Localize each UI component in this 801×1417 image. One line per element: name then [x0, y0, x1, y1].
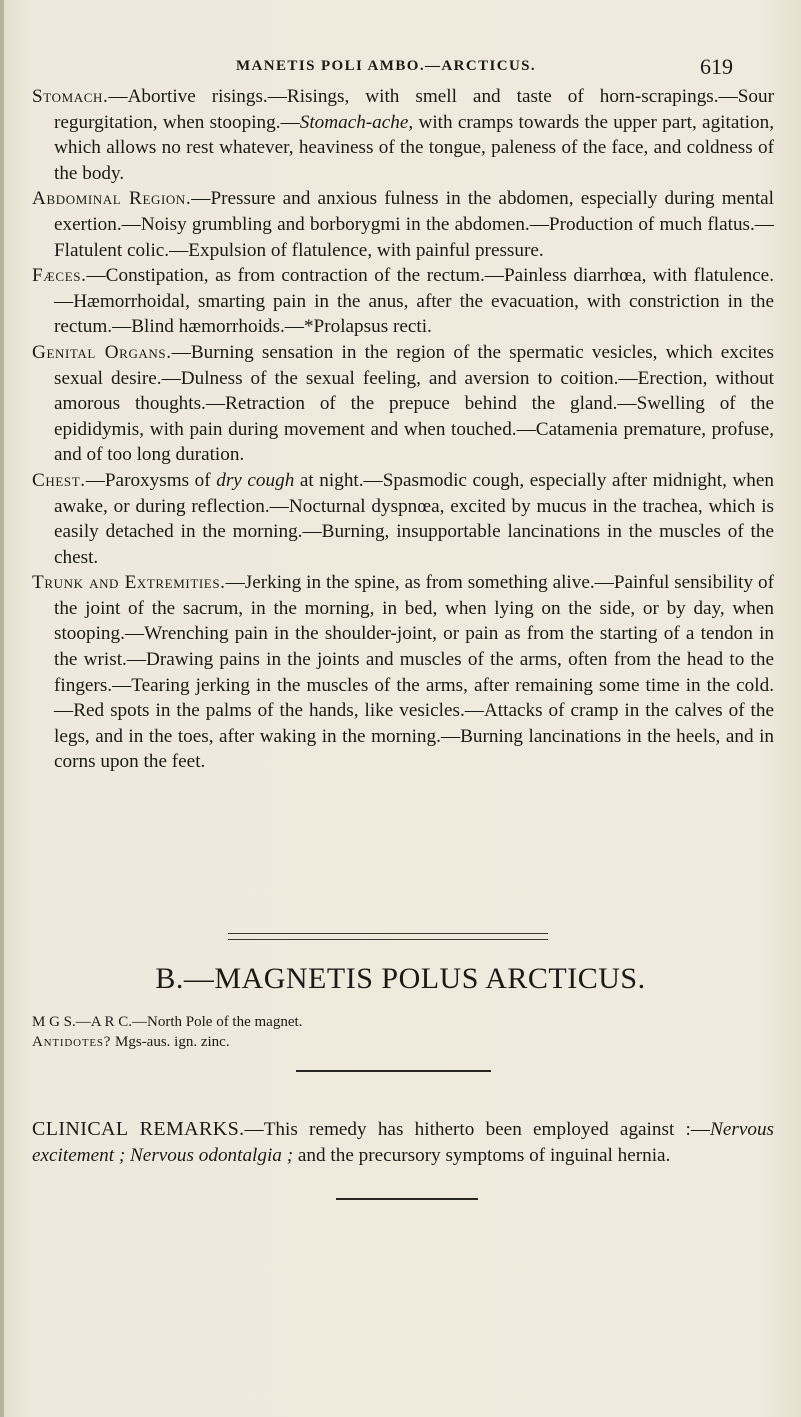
- abbreviation-line: M G S.—A R C.—North Pole of the magnet.: [32, 1014, 303, 1030]
- entry-heading: Genital Organs.: [32, 341, 172, 363]
- short-rule: [296, 1070, 491, 1072]
- entry-italic: dry cough: [216, 469, 295, 491]
- antidotes-label: Antidotes?: [32, 1034, 112, 1050]
- running-title: MANETIS POLI AMBO.—ARCTICUS.: [236, 58, 537, 74]
- page-gutter-shadow: [0, 0, 4, 1417]
- clinical-text: —This remedy has hitherto been employed against :—: [244, 1119, 711, 1141]
- section-title: B.—MAGNETIS POLUS ARCTICUS.: [155, 962, 646, 995]
- clinical-remarks: [32, 1117, 774, 1168]
- entry-italic: Stomach-ache,: [299, 111, 414, 133]
- entry-text: —Abortive risings.—Risings, with smell and taste of horn-scrapings.—Sour regurgitation, when stooping.—: [54, 86, 774, 133]
- clinical-remarks-heading: CLINICAL REMARKS.: [32, 1118, 245, 1141]
- entry-heading: Trunk and Extremities.: [32, 572, 226, 594]
- running-header: [0, 54, 801, 80]
- entry-text-cont: with cramps towards the upper part, agitation, which allows no rest whatever, heaviness of the tongue, paleness of the face, and coldness of the body.: [54, 111, 774, 184]
- antidotes-value: Mgs-aus. ign. zinc.: [111, 1034, 230, 1050]
- page-number: 619: [700, 54, 733, 79]
- entry-genital-organs: [32, 340, 774, 468]
- entry-text: —Burning sensation in the region of the spermatic vesicles, which excites sexual desire.—Dulness of the sexual feeling, and aversion to coition.—Erection, without amorous thoughts.—Retraction of the prepuce behind the gland.—Swelling of the epididymis, with pain during movement and when touched.—Catamenia premature, profuse, and of too long duration.: [54, 341, 774, 466]
- entry-text: —Constipation, as from contraction of the rectum.—Painless diarrhœa, with flatulence.—Hæmorrhoidal, smarting pain in the anus, after the evacuation, with constriction in the rectum.—Blind hæmorrhoids.—*Prolapsus recti.: [54, 265, 774, 338]
- symptom-list: [32, 84, 774, 775]
- entry-text: —Paroxysms of: [85, 469, 217, 491]
- clinical-italic: Nervous excitement ; Nervous odontalgia ;: [32, 1119, 774, 1166]
- section-divider-double-rule: [228, 933, 548, 940]
- entry-text: —Pressure and anxious fulness in the abdomen, especially during mental exertion.—Noisy grumbling and borborygmi in the abdomen.—Production of much flatus.—Flatulent colic.—Expulsion of flatulence, with painful pressure.: [54, 188, 774, 261]
- entry-abdominal-region: [32, 186, 774, 263]
- clinical-text-cont: and the precursory symptoms of inguinal hernia.: [293, 1144, 671, 1166]
- entry-text-cont: at night.—Spasmodic cough, especially after midnight, when awake, or during reflection.—Nocturnal dyspnœa, excited by mucus in the trachea, which is easily detached in the morning.—Burning, insupportable lancinations in the muscles of the chest.: [54, 469, 774, 568]
- entry-heading: Fæces.: [32, 265, 87, 287]
- entry-heading: Abdominal Region.: [32, 188, 192, 210]
- entry-chest: [32, 468, 774, 570]
- entry-heading: Stomach.: [32, 86, 109, 107]
- entry-faeces: [32, 263, 774, 340]
- entry-text: —Jerking in the spine, as from something alive.—Painful sensibility of the joint of the sacrum, in the morning, in bed, when lying on the side, or by day, when stooping.—Wrenching pain in the shoulder-joint, or pain as from the starting of a tendon in the wrist.—Drawing pains in the joints and muscles of the arms, often from the head to the fingers.—Tearing jerking in the muscles of the arms, after remaining some time in the cold.—Red spots in the palms of the hands, like vesicles.—Attacks of cramp in the calves of the legs, and in the toes, after waking in the morning.—Burning lancinations in the heels, and in corns upon the feet.: [54, 572, 774, 773]
- end-rule: [336, 1198, 478, 1200]
- entry-stomach: [32, 84, 774, 186]
- entry-heading: Chest.: [32, 469, 86, 491]
- antidotes-line: [32, 1034, 230, 1051]
- entry-trunk-and-extremities: [32, 570, 774, 775]
